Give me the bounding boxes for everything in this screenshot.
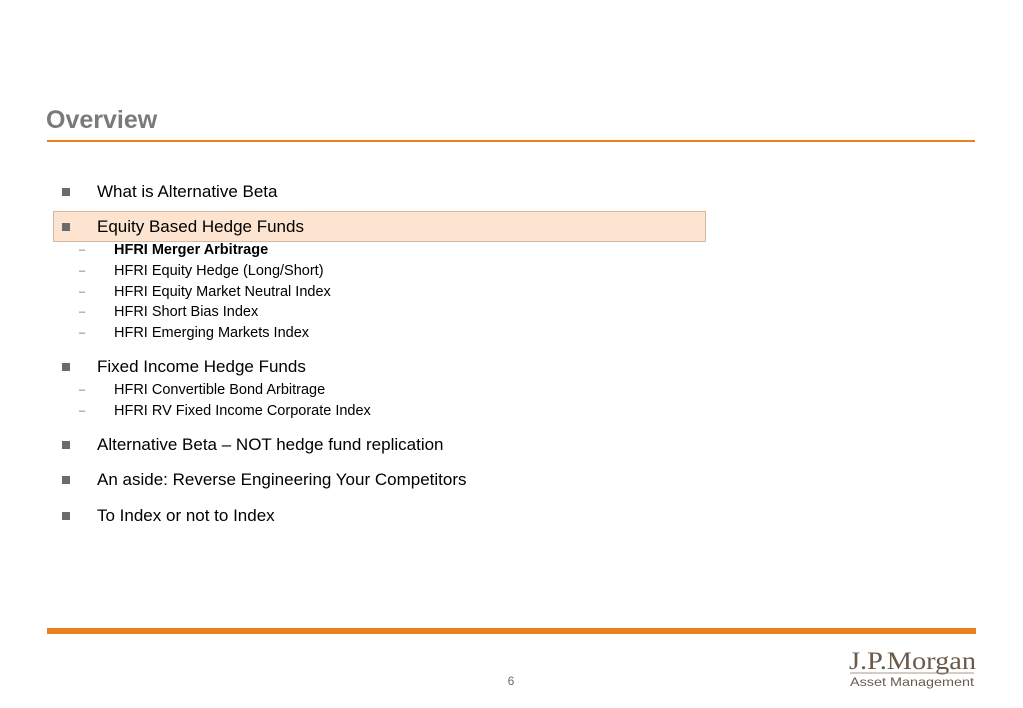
page-number: 6: [507, 674, 515, 688]
slide-title: Overview: [46, 106, 158, 134]
footer-divider: [47, 628, 976, 634]
outline-item-label: Equity Based Hedge Funds: [97, 217, 304, 236]
sub-item-label: HFRI RV Fixed Income Corporate Index: [114, 403, 371, 419]
sub-item-label: HFRI Convertible Bond Arbitrage: [114, 382, 326, 398]
dash-bullet-icon: –: [79, 405, 86, 417]
outline-item-label: To Index or not to Index: [97, 506, 275, 525]
square-bullet-icon: [62, 476, 70, 484]
title-divider: [47, 140, 975, 142]
outline-item-label: An aside: Reverse Engineering Your Competitors: [97, 470, 467, 489]
outline-item-label: Fixed Income Hedge Funds: [97, 357, 306, 376]
dash-bullet-icon: –: [79, 244, 86, 256]
logo-wordmark: J.P.Morgan: [849, 648, 977, 675]
dash-bullet-icon: –: [79, 384, 86, 396]
sub-item-label: HFRI Merger Arbitrage: [114, 242, 269, 258]
sub-item-label: HFRI Short Bias Index: [114, 304, 259, 320]
outline-item-label: Alternative Beta – NOT hedge fund replication: [97, 435, 444, 454]
jpmorgan-logo: [846, 645, 978, 693]
sub-item-label: HFRI Equity Hedge (Long/Short): [114, 263, 324, 279]
sub-item-label: HFRI Emerging Markets Index: [114, 325, 310, 341]
dash-bullet-icon: –: [79, 306, 86, 318]
dash-bullet-icon: –: [79, 265, 86, 277]
dash-bullet-icon: –: [79, 286, 86, 298]
outline-item-label: What is Alternative Beta: [97, 182, 278, 201]
sub-item-label: HFRI Equity Market Neutral Index: [114, 284, 331, 300]
dash-bullet-icon: –: [79, 327, 86, 339]
square-bullet-icon: [62, 512, 70, 520]
square-bullet-icon: [62, 363, 70, 371]
square-bullet-icon: [62, 223, 70, 231]
square-bullet-icon: [62, 441, 70, 449]
square-bullet-icon: [62, 188, 70, 196]
logo-subtitle: Asset Management: [850, 677, 975, 689]
